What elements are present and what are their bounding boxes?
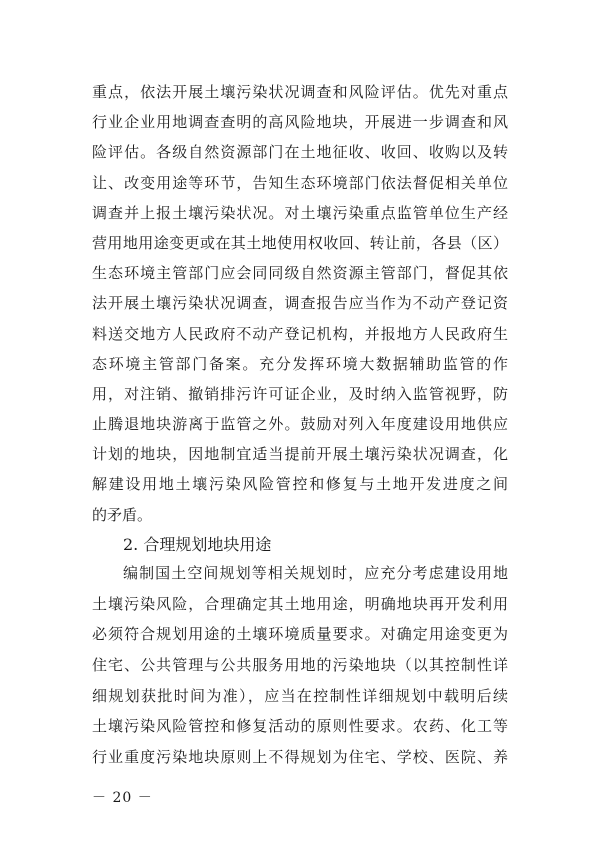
page-number: － 20 － <box>92 790 153 806</box>
text-line: 调查并上报土壤污染状况。对土壤污染重点监管单位生产经 <box>92 203 508 222</box>
text-line: 住宅、公共管理与公共服务用地的污染地块（以其控制性详 <box>92 656 508 675</box>
text-line: 行业重度污染地块原则上不得规划为住宅、学校、医院、养 <box>92 748 508 767</box>
text-line: 重点，依法开展土壤污染状况调查和风险评估。优先对重点 <box>92 83 508 101</box>
section-heading: 2. 合理规划地块用途 <box>123 535 272 554</box>
text-line: 计划的地块，因地制宜适当提前开展土壤污染状况调查，化 <box>92 445 508 464</box>
text-line: 的矛盾。 <box>92 505 153 524</box>
text-line: 行业企业用地调查查明的高风险地块，开展进一步调查和风 <box>92 113 508 132</box>
text-line: 土壤污染风险管控和修复活动的原则性要求。农药、化工等 <box>92 717 508 736</box>
text-line: 编制国土空间规划等相关规划时，应充分考虑建设用地 <box>123 564 508 582</box>
text-line: 法开展土壤污染状况调查，调查报告应当作为不动产登记资 <box>92 294 508 313</box>
text-line: 必须符合规划用途的土壤环境质量要求。对确定用途变更为 <box>92 625 508 644</box>
text-line: 营用地用途变更或在其土地使用权收回、转让前，各县（区） <box>92 233 508 252</box>
text-line: 生态环境主管部门应会同同级自然资源主管部门，督促其依 <box>92 264 508 283</box>
text-line: 解建设用地土壤污染风险管控和修复与土地开发进度之间 <box>92 475 508 494</box>
text-line: 细规划获批时间为准），应当在控制性详细规划中载明后续 <box>92 686 508 705</box>
text-line: 土壤污染风险，合理确定其土地用途，明确地块再开发利用 <box>92 594 508 613</box>
paragraph-1 <box>92 77 508 530</box>
text-line: 止腾退地块游离于监管之外。鼓励对列入年度建设用地供应 <box>92 415 508 434</box>
text-line: 险评估。各级自然资源部门在土地征收、收回、收购以及转 <box>92 143 508 162</box>
text-line: 让、改变用途等环节，告知生态环境部门依法督促相关单位 <box>92 173 508 192</box>
text-line: 料送交地方人民政府不动产登记机构，并报地方人民政府生 <box>92 324 508 343</box>
text-line: 态环境主管部门备案。充分发挥环境大数据辅助监管的作 <box>92 354 508 373</box>
paragraph-2 <box>92 558 508 773</box>
text-line: 用，对注销、撤销排污许可证企业，及时纳入监管视野，防 <box>92 384 508 403</box>
